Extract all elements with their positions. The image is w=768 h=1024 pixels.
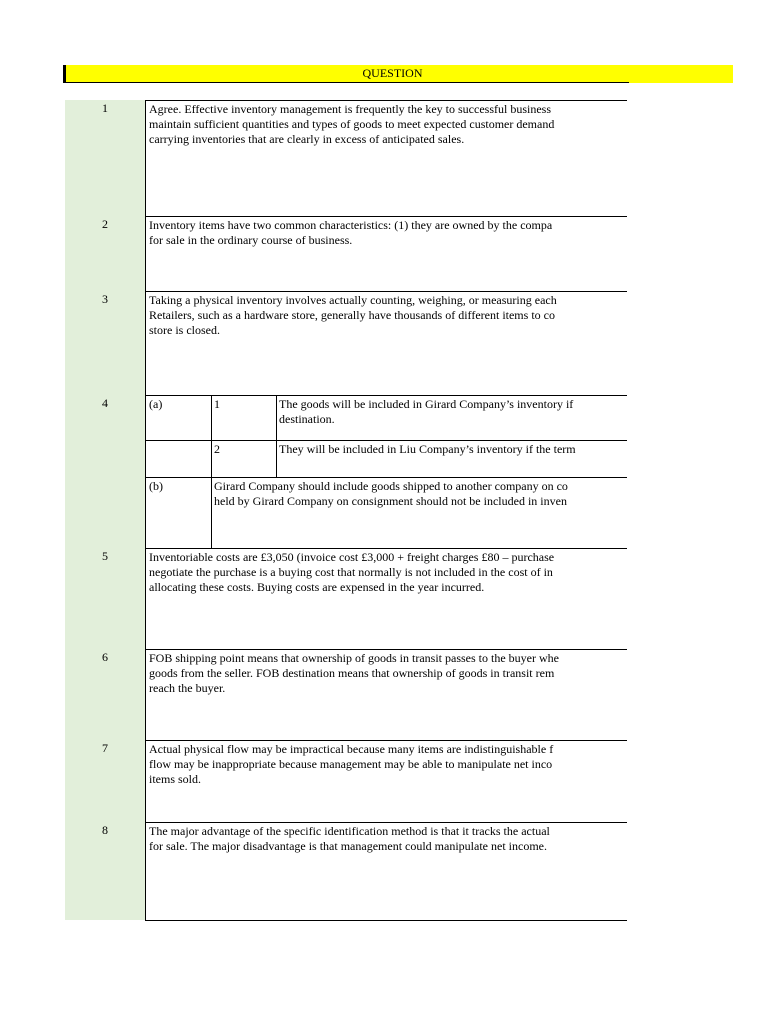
row-4-divider-2 — [146, 477, 627, 478]
part-b-text: Girard Company should include goods shipped to another company on co held by Girard Company on consignment should not be included in inven — [214, 479, 568, 509]
answer-text-1: Agree. Effective inventory management is frequently the key to successful business maintain sufficient quantities and types of goods to meet expected customer demand carrying inventories that are clearly in excess of anticipated sales. — [149, 102, 555, 147]
answer-row-8 — [145, 822, 627, 921]
part-a2-number: 2 — [214, 442, 220, 456]
part-a1-text: The goods will be included in Girard Company’s inventory if destination. — [279, 397, 574, 427]
answer-text-5: Inventoriable costs are £3,050 (invoice cost £3,000 + freight charges £80 – purchase negotiate the purchase is a buying cost that normally is not included in the cost of in allocating these costs. Buying costs are expensed in the year incurred. — [149, 550, 555, 595]
answer-text-7: Actual physical flow may be impractical because many items are indistinguishable f flow may be inappropriate because management may be able to manipulate net inco items sold. — [149, 742, 554, 787]
question-number-8: 8 — [102, 823, 108, 837]
row-4-divider-1 — [146, 440, 627, 441]
answer-row-6 — [145, 649, 627, 740]
answer-text-8: The major advantage of the specific identification method is that it tracks the actual for sale. The major disadvantage is that management could manipulate net income. — [149, 824, 550, 854]
question-number-2: 2 — [102, 217, 108, 231]
question-number-7: 7 — [102, 741, 108, 755]
subcolumn-divider — [211, 396, 212, 548]
part-a1-number: 1 — [214, 397, 220, 411]
answer-row-5 — [145, 548, 627, 649]
answer-area — [145, 100, 627, 921]
answer-row-4 — [145, 395, 627, 548]
answer-row-1 — [145, 100, 627, 216]
answer-row-3 — [145, 291, 627, 395]
part-a2-text: They will be included in Liu Company’s inventory if the term — [279, 442, 576, 456]
answer-row-7 — [145, 740, 627, 822]
answer-text-6: FOB shipping point means that ownership of goods in transit passes to the buyer whe goods from the seller. FOB destination means that ownership of goods in transit rem reach the buyer. — [149, 651, 559, 696]
part-a-label: (a) — [149, 397, 163, 411]
text-column-divider — [276, 396, 277, 477]
answer-text-2: Inventory items have two common characteristics: (1) they are owned by the compa for sale in the ordinary course of business. — [149, 218, 553, 248]
question-number-4: 4 — [102, 396, 108, 410]
question-header-title: QUESTION — [362, 66, 423, 80]
part-b-label: (b) — [149, 479, 163, 493]
question-number-6: 6 — [102, 650, 108, 664]
question-number-5: 5 — [102, 549, 108, 563]
question-number-3: 3 — [102, 292, 108, 306]
header-underline — [66, 82, 629, 83]
question-number-1: 1 — [102, 101, 108, 115]
answer-row-2 — [145, 216, 627, 291]
answer-text-3: Taking a physical inventory involves actually counting, weighing, or measuring each Retailers, such as a hardware store, generally have thousands of different items to co store is closed. — [149, 293, 557, 338]
